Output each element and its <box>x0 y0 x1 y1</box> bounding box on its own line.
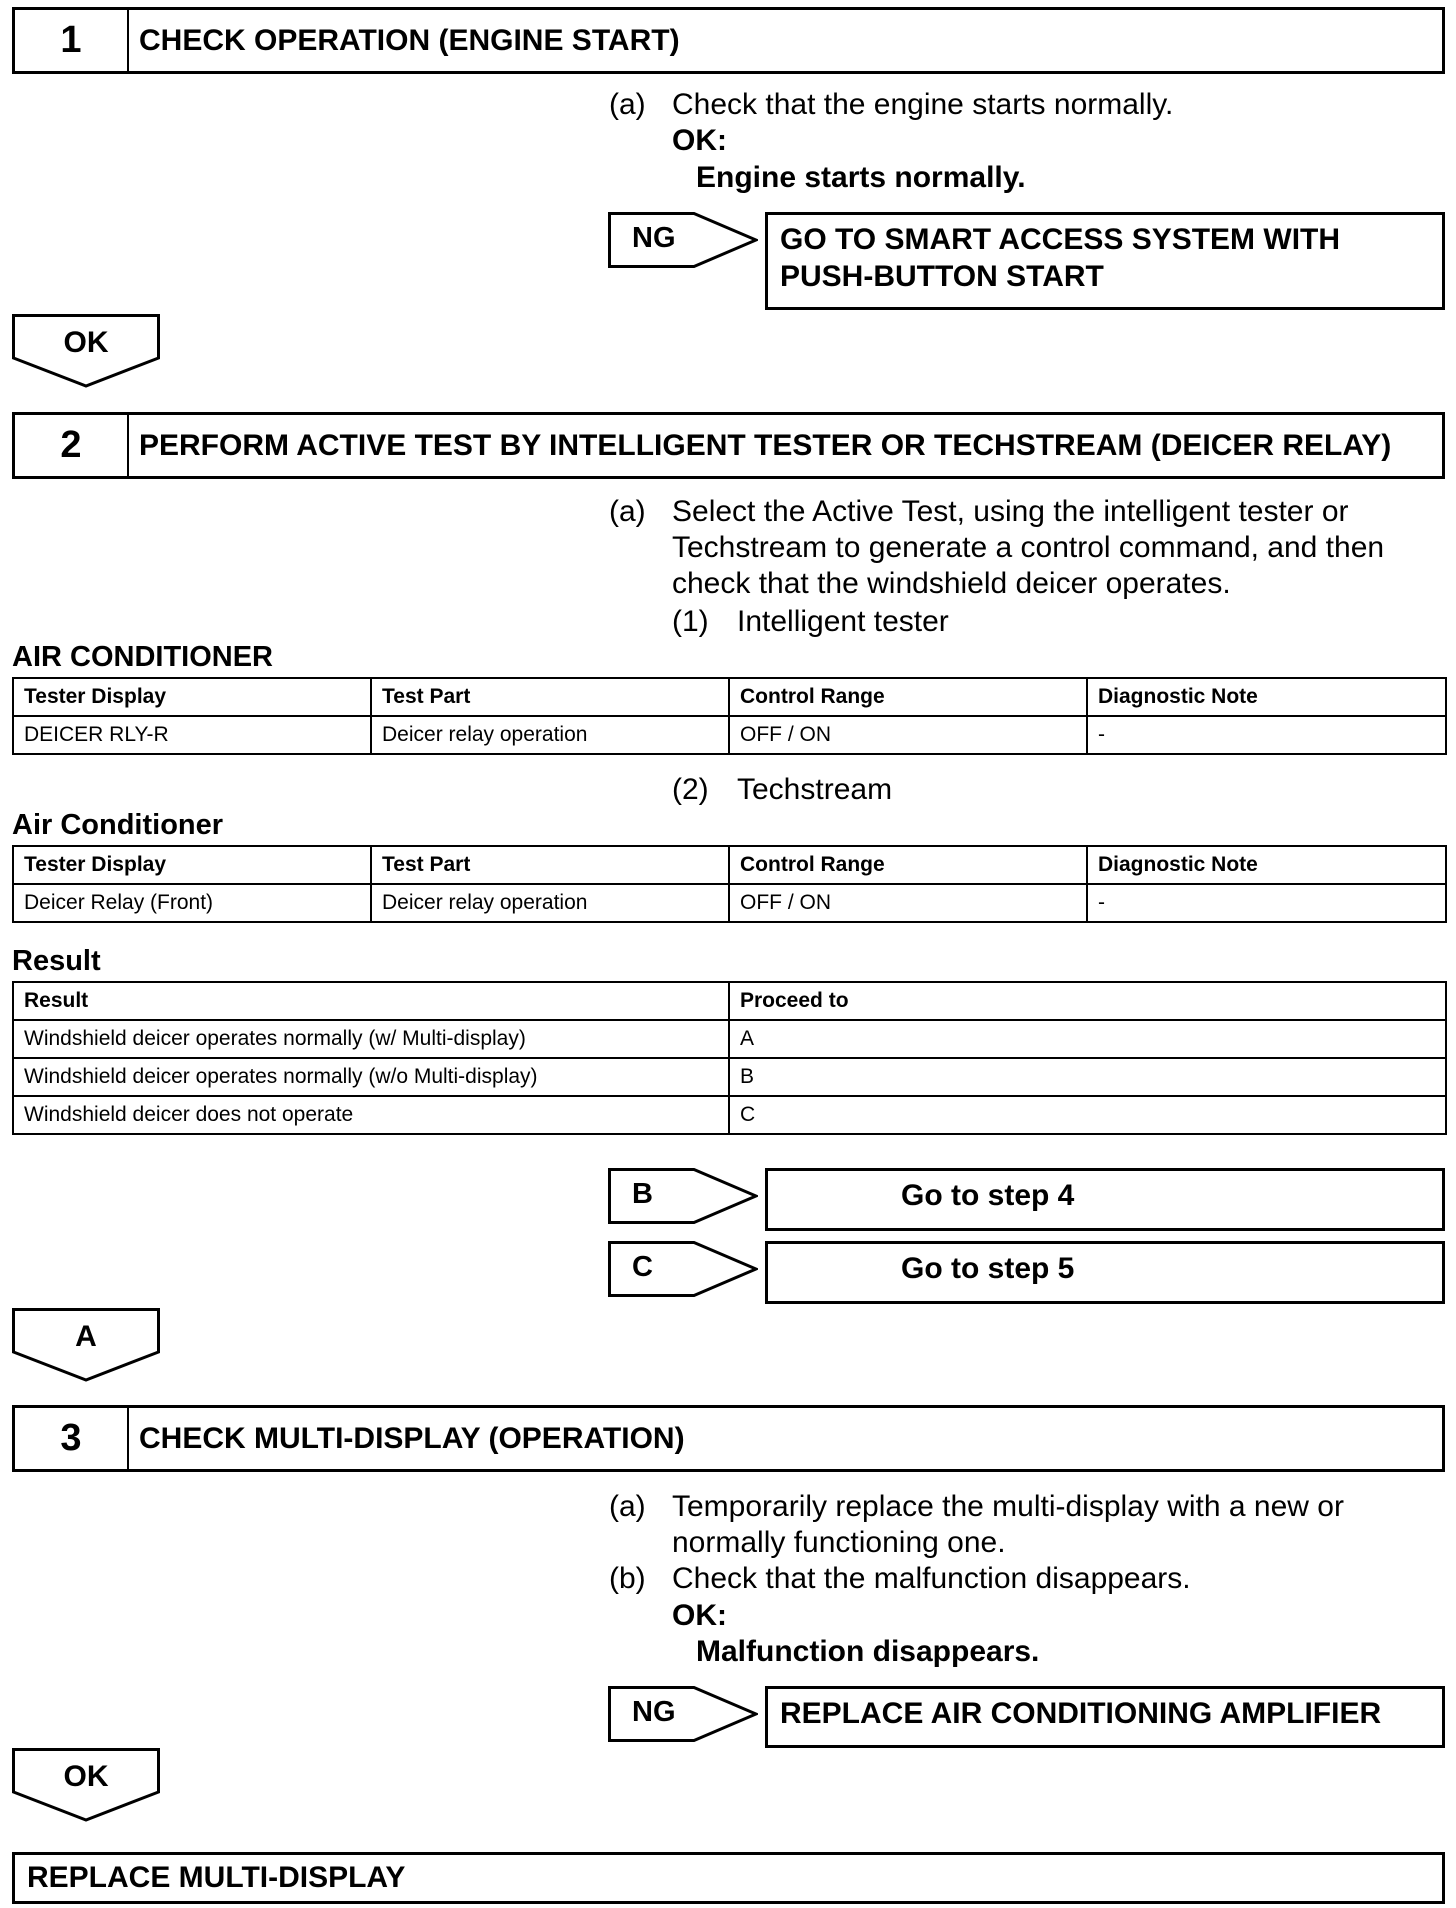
final-action-text: REPLACE MULTI-DISPLAY <box>27 1861 406 1894</box>
a-flow-label: A <box>75 1320 97 1353</box>
table-cell: A <box>729 1020 1446 1058</box>
table-row <box>13 1020 1446 1058</box>
step-1-instruction-label: (a) <box>609 88 646 121</box>
table-cell: Windshield deicer operates normally (w/ Multi-display) <box>13 1020 729 1058</box>
table-cell: Deicer relay operation <box>371 884 729 922</box>
tag-arrow-shape <box>608 212 758 268</box>
ng-label: NG <box>632 222 676 254</box>
substep-2-label: (2) <box>672 773 709 806</box>
ok-flow-label: OK <box>63 1760 109 1793</box>
ok-flow-marker[interactable] <box>12 314 160 388</box>
branch-b-destination[interactable] <box>765 1168 1445 1231</box>
table-cell: OFF / ON <box>729 716 1087 754</box>
ng-destination-text: REPLACE AIR CONDITIONING AMPLIFIER <box>780 1697 1382 1730</box>
ok-criterion: Malfunction disappears. <box>696 1635 1040 1668</box>
step-3-header <box>12 1405 1445 1472</box>
header-cell: Tester Display <box>13 678 371 716</box>
branch-b-destination-text: Go to step 4 <box>901 1179 1075 1212</box>
branch-b-label: B <box>632 1178 653 1210</box>
step-3-instruction-a-label: (a) <box>609 1490 646 1523</box>
header-cell: Control Range <box>729 678 1087 716</box>
header-cell: Test Part <box>371 846 729 884</box>
step-title: CHECK MULTI-DISPLAY (OPERATION) <box>139 1421 685 1455</box>
step-number: 1 <box>15 10 129 71</box>
ng-destination-box[interactable] <box>765 1686 1445 1748</box>
table-row <box>13 1096 1446 1134</box>
tag-arrow-shape <box>608 1168 758 1224</box>
branch-c-label: C <box>632 1251 653 1283</box>
table-cell: Windshield deicer does not operate <box>13 1096 729 1134</box>
ok-flow-label: OK <box>63 326 109 359</box>
table-row <box>13 884 1446 922</box>
table-cell: DEICER RLY-R <box>13 716 371 754</box>
substep-1-text: Intelligent tester <box>737 605 949 638</box>
branch-c-destination[interactable] <box>765 1241 1445 1304</box>
header-cell: Result <box>13 982 729 1020</box>
table-cell: B <box>729 1058 1446 1096</box>
table-cell: Deicer relay operation <box>371 716 729 754</box>
result-table-caption: Result <box>12 945 101 977</box>
table-header-row <box>13 846 1446 884</box>
table-2-caption: Air Conditioner <box>12 809 224 841</box>
ok-criterion: Engine starts normally. <box>696 161 1026 194</box>
header-cell: Diagnostic Note <box>1087 846 1446 884</box>
table-cell: - <box>1087 716 1446 754</box>
table-row <box>13 716 1446 754</box>
result-table <box>12 981 1447 1135</box>
ng-destination-line-2: PUSH-BUTTON START <box>780 260 1104 293</box>
substep-2-text: Techstream <box>737 773 893 806</box>
branch-b-tag[interactable] <box>608 1168 758 1224</box>
active-test-table-techstream <box>12 845 1447 923</box>
branch-c-tag[interactable] <box>608 1241 758 1297</box>
ng-branch-tag[interactable] <box>608 1686 758 1742</box>
step-1-header <box>12 7 1445 74</box>
substep-1-label: (1) <box>672 605 709 638</box>
table-1-caption: AIR CONDITIONER <box>12 641 273 673</box>
step-3-instruction-b-label: (b) <box>609 1562 646 1595</box>
table-row <box>13 1058 1446 1096</box>
table-cell: Windshield deicer operates normally (w/o Multi-display) <box>13 1058 729 1096</box>
a-flow-marker[interactable] <box>12 1308 160 1382</box>
active-test-table-intelligent-tester <box>12 677 1447 755</box>
ng-destination-box[interactable] <box>765 212 1445 310</box>
step-2-instruction-label: (a) <box>609 495 646 528</box>
table-header-row <box>13 982 1446 1020</box>
table-cell: Deicer Relay (Front) <box>13 884 371 922</box>
ng-destination-line-1: GO TO SMART ACCESS SYSTEM WITH <box>780 223 1341 256</box>
ng-label: NG <box>632 1696 676 1728</box>
ok-flow-marker[interactable] <box>12 1748 160 1822</box>
step-number: 3 <box>15 1408 129 1469</box>
tag-arrow-shape <box>608 1686 758 1742</box>
table-header-row <box>13 678 1446 716</box>
header-cell: Control Range <box>729 846 1087 884</box>
step-title: PERFORM ACTIVE TEST BY INTELLIGENT TESTER OR TECHSTREAM (DEICER RELAY) <box>139 428 1392 462</box>
step-number: 2 <box>15 415 129 476</box>
step-title: CHECK OPERATION (ENGINE START) <box>139 23 680 57</box>
tag-arrow-shape <box>608 1241 758 1297</box>
branch-c-destination-text: Go to step 5 <box>901 1252 1075 1285</box>
ok-label: OK: <box>672 124 727 157</box>
final-action-box <box>12 1852 1445 1904</box>
header-cell: Diagnostic Note <box>1087 678 1446 716</box>
step-3-instruction-a-line-1: Temporarily replace the multi-display with a new or <box>672 1490 1344 1523</box>
table-cell: - <box>1087 884 1446 922</box>
step-2-instruction-line-2: Techstream to generate a control command, and then <box>672 531 1385 564</box>
header-cell: Proceed to <box>729 982 1446 1020</box>
table-cell: C <box>729 1096 1446 1134</box>
step-2-header <box>12 412 1445 479</box>
header-cell: Test Part <box>371 678 729 716</box>
step-3-instruction-a-line-2: normally functioning one. <box>672 1526 1006 1559</box>
step-2-instruction-line-1: Select the Active Test, using the intelligent tester or <box>672 495 1349 528</box>
step-1-instruction: Check that the engine starts normally. <box>672 88 1174 121</box>
step-2-instruction-line-3: check that the windshield deicer operates. <box>672 567 1231 600</box>
header-cell: Tester Display <box>13 846 371 884</box>
table-cell: OFF / ON <box>729 884 1087 922</box>
ng-branch-tag[interactable] <box>608 212 758 268</box>
ok-label: OK: <box>672 1599 727 1632</box>
step-3-instruction-b: Check that the malfunction disappears. <box>672 1562 1191 1595</box>
